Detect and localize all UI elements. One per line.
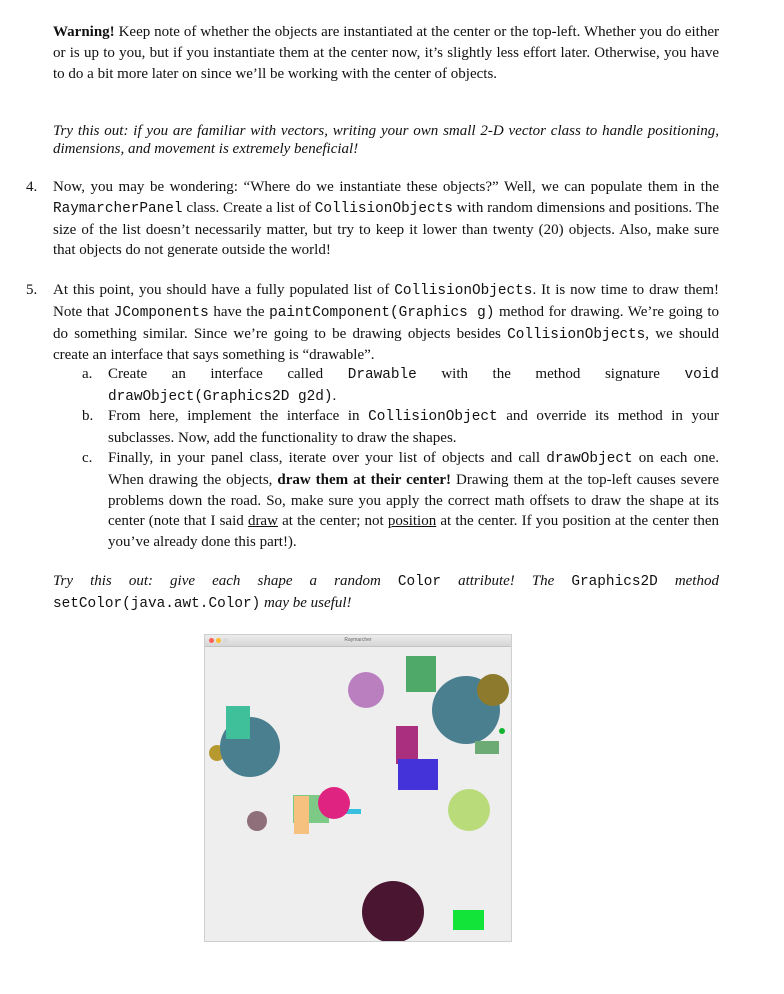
underlined-run: draw (247, 513, 278, 530)
warning-paragraph (53, 22, 719, 84)
code-run: paintComponent(Graphics g) (269, 304, 495, 321)
scene-circle (477, 674, 509, 706)
item-5-text (53, 280, 719, 366)
code-run: CollisionObjects (507, 326, 646, 343)
raymarcher-window-screenshot (204, 634, 512, 942)
text-run: Now, you may be wondering: “Where do we instantiate these objects?” Well, we can populate them in the (53, 179, 719, 195)
scene-circle (247, 811, 267, 831)
scene-rectangle (398, 759, 438, 790)
code-run: JComponents (113, 304, 209, 321)
warning-label: Warning! (53, 24, 115, 40)
text-run: At this point, you should have a fully populated list of (53, 282, 395, 298)
scene-rectangle (453, 910, 484, 930)
sub-a-text (108, 364, 719, 408)
code-run: CollisionObjects (314, 200, 453, 217)
sub-c-letter: c. (82, 450, 93, 466)
item-4-text (53, 177, 719, 261)
text-run: and override its method in your subclasses. Now, add the functionality to draw the shapes. (108, 408, 719, 446)
scene-circle (318, 787, 350, 819)
code-run: CollisionObjects (394, 283, 533, 299)
underlined-run: position (387, 513, 437, 530)
text-run: . It is now time to draw them! Note that (53, 282, 719, 320)
text-run: method for drawing. We’re going to do something similar. Since we’re going to be drawing objects besides (53, 303, 720, 342)
text-run: have the (208, 303, 270, 320)
text-run: attribute! The (441, 573, 572, 589)
text-run: with random dimensions and positions. The size of the list doesn’t necessarily matter, but try to keep it lower than twenty (20) objects. Also, make sure that objects do not generate outside the world! (53, 199, 719, 259)
text-run: with the method signature (416, 366, 685, 382)
code-run: drawObject (546, 451, 633, 467)
sub-b-letter: b. (82, 408, 94, 424)
item-5-number: 5. (26, 282, 38, 298)
text-run: at the center; not (277, 513, 388, 530)
scene-circle (448, 789, 490, 831)
scene-rectangle (226, 706, 250, 739)
text-run: at the center. If you position at the center then you’ve already done this part!). (108, 513, 720, 551)
text-run: Create an interface called (108, 366, 348, 382)
sub-c-text (108, 448, 719, 553)
scene-rectangle (406, 656, 436, 692)
scene-circle (348, 672, 384, 708)
text-run: . (332, 387, 337, 404)
text-run: may be useful! (260, 594, 352, 611)
text-run: method (657, 573, 719, 589)
raymarcher-canvas (205, 646, 511, 941)
scene-rectangle (294, 796, 309, 834)
vector-tip: Try this out: if you are familiar with vectors, writing your own small 2-D vector class to handle positioning, dimensions, and movement is extremely beneficial! (53, 123, 719, 157)
warning-text: Keep note of whether the objects are instantiated at the center or the top-left. Whether you do either or is up to you, but if you instantiate them at the center now, it’s slightly less effort later. Otherwise, you have to do a bit more later on since we’ll be working with the center of objects. (53, 24, 719, 82)
window-title: Raymarcher (344, 637, 372, 643)
item-4-number: 4. (26, 179, 38, 195)
code-run: void drawObject(Graphics2D g2d) (108, 367, 720, 405)
color-tip (53, 571, 719, 615)
text-run: on each one. When drawing the objects, (108, 450, 719, 488)
text-run: class. Create a list of (182, 199, 315, 216)
text-run: From here, implement the interface in (108, 408, 369, 424)
code-run: RaymarcherPanel (53, 200, 183, 217)
code-run: CollisionObject (368, 409, 498, 425)
text-run: Try this out: give each shape a random (53, 573, 398, 589)
text-run: Finally, in your panel class, iterate over your list of objects and call (108, 450, 547, 466)
text-run: Drawing them at the top-left causes severe problems down the road. So, make sure you apply the correct math offsets to draw the shape at its center (note that I said (108, 471, 719, 530)
sub-a-letter: a. (82, 366, 93, 382)
text-run: , we should create an interface that says something is “drawable”. (53, 325, 719, 364)
bold-run: draw them at their center! (277, 471, 452, 488)
scene-rectangle (396, 726, 418, 764)
scene-circle (362, 881, 424, 941)
code-run: Graphics2D (571, 574, 658, 590)
code-run: Color (397, 574, 442, 590)
scene-rectangle (475, 741, 499, 754)
code-run: Drawable (347, 367, 417, 383)
scene-circle (499, 728, 505, 734)
sub-b-text (108, 406, 719, 449)
code-run: setColor(java.awt.Color) (53, 595, 261, 612)
